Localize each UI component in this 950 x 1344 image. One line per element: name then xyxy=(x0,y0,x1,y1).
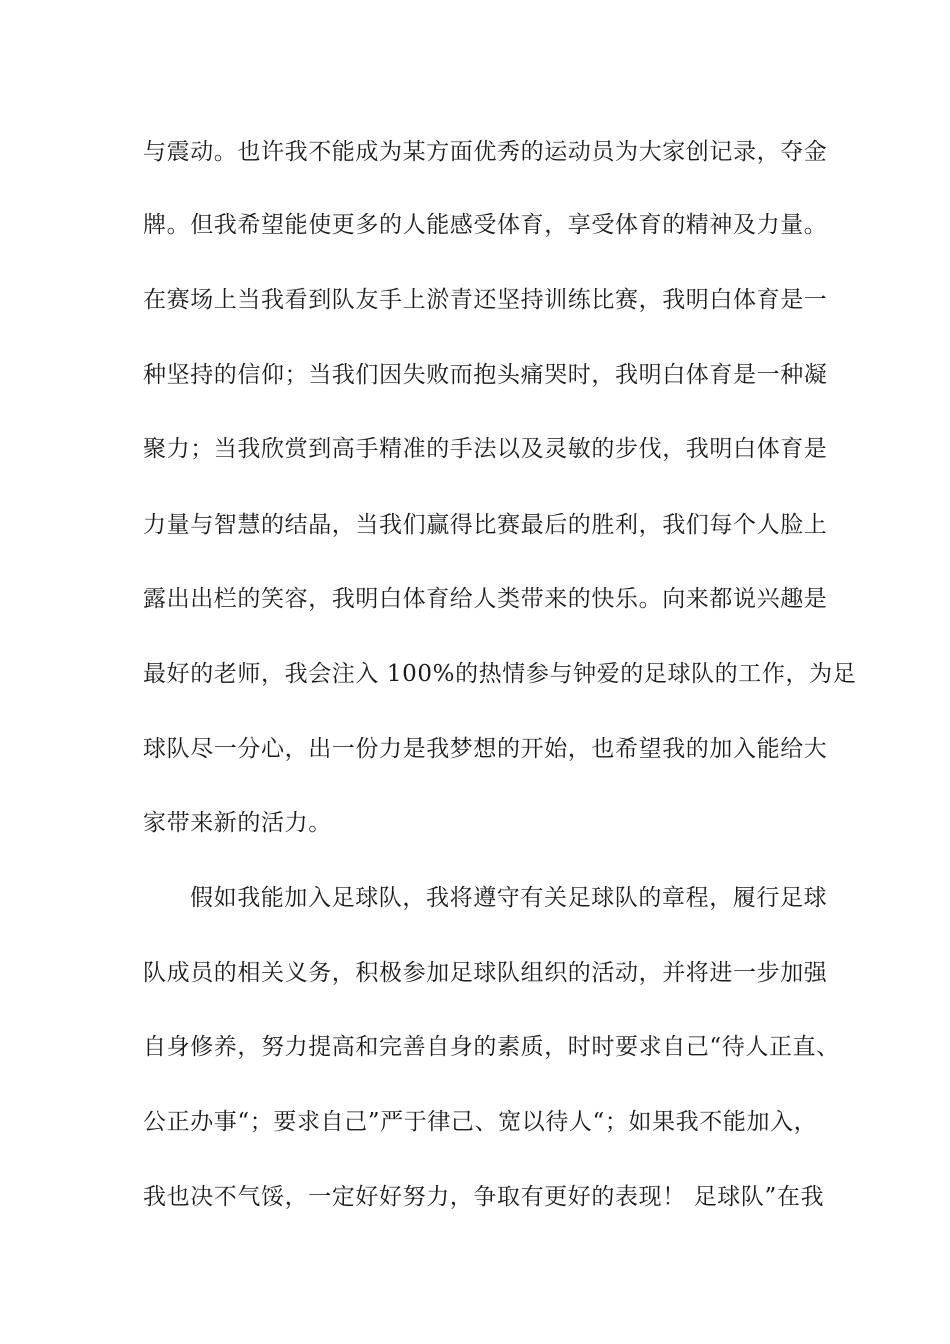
text-line: 我也决不气馁，一定好好努力，争取有更好的表现！ 足球队”在我 xyxy=(143,1184,825,1210)
text-line: 公正办事“；要求自己”严于律己、宽以待人“；如果我不能加入， xyxy=(143,1109,818,1135)
text-line: 牌。但我希望能使更多的人能感受体育，享受体育的精神及力量。 xyxy=(143,212,828,238)
text-line: 自身修养，努力提高和完善自身的素质，时时要求自己“待人正直、 xyxy=(143,1034,840,1060)
text-line: 在赛场上当我看到队友手上淤青还坚持训练比赛，我明白体育是一 xyxy=(143,287,828,313)
text-line: 最好的老师，我会注入 100%的热情参与钟爱的足球队的工作，为足 xyxy=(143,661,857,687)
text-line: 露出出栏的笑容，我明白体育给人类带来的快乐。向来都说兴趣是 xyxy=(143,586,828,612)
text-line: 聚力；当我欣赏到高手精准的手法以及灵敏的步伐，我明白体育是 xyxy=(143,436,828,462)
text-line: 种坚持的信仰；当我们因失败而抱头痛哭时，我明白体育是一种凝 xyxy=(143,362,828,388)
text-line: 队成员的相关义务，积极参加足球队组织的活动，并将进一步加强 xyxy=(143,960,828,986)
text-line: 球队尽一分心，出一份力是我梦想的开始，也希望我的加入能给大 xyxy=(143,736,828,762)
text-line: 与震动。也许我不能成为某方面优秀的运动员为大家创记录，夺金 xyxy=(143,139,828,165)
text-line: 力量与智慧的结晶，当我们赢得比赛最后的胜利，我们每个人脸上 xyxy=(143,512,828,538)
text-line: 家带来新的活力。 xyxy=(143,810,332,836)
paragraph-first-line: 假如我能加入足球队，我将遵守有关足球队的章程，履行足球 xyxy=(190,885,828,911)
